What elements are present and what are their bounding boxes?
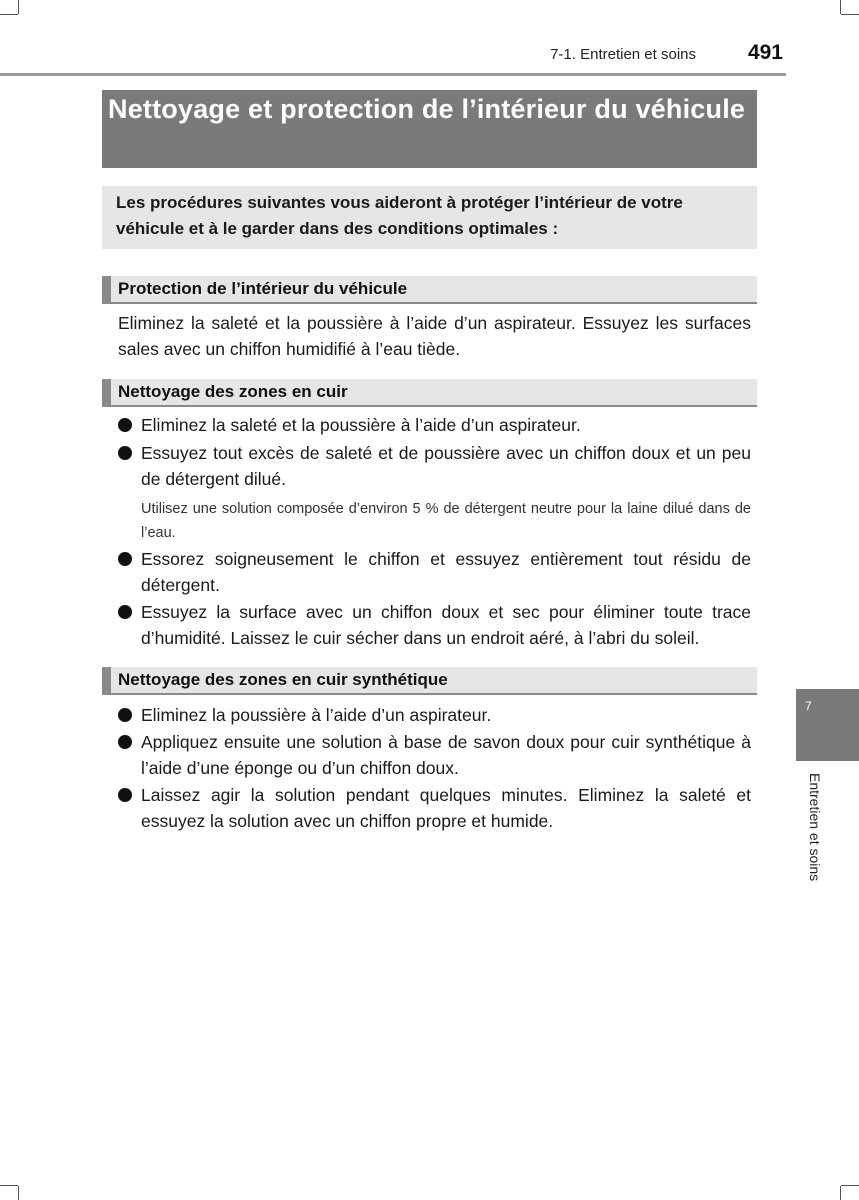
crop-mark <box>18 0 19 14</box>
bullet-icon <box>118 788 132 802</box>
list-item-text: Appliquez ensuite une solution à base de savon doux pour cuir synthétique à l’aide d’une éponge ou d’un chiffon doux. <box>141 732 751 778</box>
section-heading-protection: Protection de l’intérieur du véhicule <box>102 276 757 304</box>
crop-mark <box>0 14 18 15</box>
chapter-tab <box>796 689 859 761</box>
list-item <box>118 702 751 728</box>
list-item-text: Essuyez la surface avec un chiffon doux et sec pour éliminer toute trace d’humidité. Laissez le cuir sécher dans un endroit aéré, à l’abri du soleil. <box>141 602 751 648</box>
list-item-text: Essorez soigneusement le chiffon et essuyez entièrement tout résidu de détergent. <box>141 549 751 595</box>
list-item-text: Laissez agir la solution pendant quelques minutes. Eliminez la saleté et essuyez la solution avec un chiffon propre et humide. <box>141 785 751 831</box>
page-title: Nettoyage et protection de l’intérieur du véhicule <box>102 90 757 168</box>
crop-mark <box>840 1186 841 1200</box>
list-item <box>118 546 751 598</box>
crop-mark <box>841 14 859 15</box>
list-item <box>118 599 751 651</box>
bullet-icon <box>118 552 132 566</box>
list-item <box>118 729 751 781</box>
crop-mark <box>0 1185 18 1186</box>
running-header-section: 7-1. Entretien et soins <box>550 46 696 63</box>
list-item-text: Eliminez la saleté et la poussière à l’aide d’un aspirateur. <box>141 415 581 435</box>
bullet-icon <box>118 708 132 722</box>
intro-text: Les procédures suivantes vous aideront à protéger l’intérieur de votre véhicule et à le garder dans des conditions optimales : <box>102 186 757 249</box>
bullet-icon <box>118 735 132 749</box>
section-paragraph: Eliminez la saleté et la poussière à l’aide d’un aspirateur. Essuyez les surfaces sales avec un chiffon humidifié à l’eau tiède. <box>118 313 751 359</box>
chapter-number: 7 <box>805 699 812 713</box>
bullet-icon <box>118 605 132 619</box>
list-item <box>118 782 751 834</box>
note-text: Utilisez une solution composée d’environ 5 % de détergent neutre pour la laine dilué dans de l’eau. <box>141 501 751 541</box>
list-item <box>118 412 751 438</box>
crop-mark <box>840 0 841 14</box>
list-item-text: Eliminez la poussière à l’aide d’un aspirateur. <box>141 705 492 725</box>
header-rule <box>0 73 786 76</box>
section-heading-cuir: Nettoyage des zones en cuir <box>102 379 757 407</box>
bullet-icon <box>118 418 132 432</box>
list-item <box>118 440 751 492</box>
crop-mark <box>841 1185 859 1186</box>
page-number: 491 <box>747 41 783 64</box>
bullet-icon <box>118 446 132 460</box>
crop-mark <box>18 1186 19 1200</box>
list-item-text: Essuyez tout excès de saleté et de poussière avec un chiffon doux et un peu de détergent dilué. <box>141 443 751 489</box>
chapter-label: Entretien et soins <box>807 773 823 882</box>
section-heading-cuir-synthetique: Nettoyage des zones en cuir synthétique <box>102 667 757 695</box>
